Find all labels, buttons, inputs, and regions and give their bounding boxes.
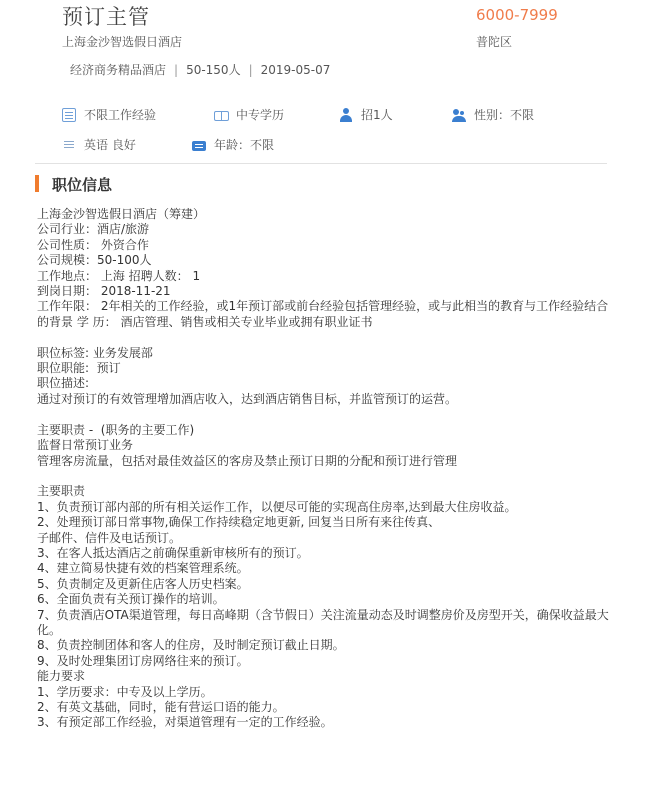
meta-separator: |	[174, 63, 179, 77]
district-label: 普陀区	[476, 35, 513, 49]
description-line: 7、负责酒店OTA渠道管理，每日高峰期（含节假日）关注流量动态及时调整房价及房型开关，确保收益最大化。	[37, 607, 609, 637]
description-line: 8、负责控制团体和客人的住房，及时制定预订截止日期。	[37, 638, 345, 653]
description-line: 3、在客人抵达酒店之前确保重新审核所有的预订。	[37, 545, 309, 560]
condition-age-text: 年龄：不限	[214, 138, 275, 152]
description-line: 公司行业：酒店/旅游	[37, 222, 150, 237]
language-icon	[62, 138, 76, 152]
post-date: 2019-05-07	[260, 63, 331, 77]
description-line: 4、建立简易快捷有效的档案管理系统。	[37, 561, 249, 576]
description-line: 监督日常预订业务	[37, 438, 134, 453]
person-icon	[339, 108, 353, 122]
education-icon	[214, 108, 228, 122]
section-accent-bar	[35, 175, 39, 192]
description-line: 到岗日期： 2018-11-21	[37, 284, 171, 299]
age-icon	[192, 141, 206, 151]
company-size: 50-150人	[186, 63, 241, 77]
description-line: 6、全面负责有关预订操作的培训。	[37, 592, 225, 607]
condition-headcount	[339, 106, 393, 123]
meta-separator: |	[248, 63, 253, 77]
gender-icon	[452, 108, 466, 122]
description-line: 通过对预订的有效管理增加酒店收入，达到酒店销售目标，并监管预订的运营。	[37, 391, 458, 406]
condition-education-text: 中专学历	[236, 108, 285, 122]
description-line: 公司性质： 外资合作	[37, 237, 149, 252]
description-line: 工作地点： 上海 招聘人数： 1	[37, 268, 201, 283]
description-line: 1、学历要求：中专及以上学历。	[37, 684, 213, 699]
description-line	[37, 407, 617, 422]
description-line: 职位描述:	[37, 376, 90, 391]
description-line: 管理客房流量，包括对最佳效益区的客房及禁止预订日期的分配和预订进行管理	[37, 453, 458, 468]
description-line: 公司规模：50-100人	[37, 253, 152, 268]
experience-icon	[62, 108, 76, 122]
company-meta	[70, 61, 330, 78]
condition-education	[214, 106, 284, 123]
description-line: 5、负责制定及更新住店客人历史档案。	[37, 576, 249, 591]
condition-gender	[452, 106, 534, 123]
description-line: 1、负责预订部内部的所有相关运作工作，以便尽可能的实现高住房率,达到最大住房收益。	[37, 499, 517, 514]
description-line	[37, 330, 617, 345]
description-line: 2、处理预订部日常事物,确保工作持续稳定地更新, 回复当日所有来往传真、	[37, 515, 441, 530]
description-line	[37, 469, 617, 484]
description-line: 能力要求	[37, 669, 86, 684]
description-line: 上海金沙智选假日酒店（筹建）	[37, 207, 206, 221]
description-line: 3、有预定部工作经验，对渠道管理有一定的工作经验。	[37, 715, 333, 730]
section-title: 职位信息	[52, 176, 113, 194]
description-line: 9、及时处理集团订房网络往来的预订。	[37, 653, 249, 668]
condition-language	[62, 136, 136, 153]
contact-phone: 6000-7999	[476, 6, 558, 24]
job-description	[37, 207, 617, 731]
description-line: 主要职责 - (职务的主要工作)	[37, 422, 195, 437]
condition-gender-text: 性别：不限	[474, 108, 535, 122]
job-title: 预订主管	[62, 5, 150, 29]
condition-age	[192, 136, 274, 153]
description-line: 2、有英文基础，同时，能有营运口语的能力。	[37, 700, 285, 714]
condition-language-text: 英语 良好	[84, 138, 136, 152]
condition-experience	[62, 106, 156, 123]
description-line: 主要职责	[37, 484, 86, 499]
company-category: 经济商务精品酒店	[70, 63, 167, 77]
condition-headcount-text: 招1人	[361, 108, 393, 122]
company-name[interactable]: 上海金沙智选假日酒店	[62, 35, 183, 49]
description-line: 职位职能: 预订	[37, 361, 121, 376]
description-line: 工作年限： 2年相关的工作经验，或1年预订部或前台经验包括管理经验，或与此相当的教育与工作经验结合的背景 学 历： 酒店管理、销售或相关专业毕业或拥有职业证书	[37, 299, 609, 329]
description-line: 子邮件、信件及电话预订。	[37, 530, 182, 545]
description-line: 职位标签: 业务发展部	[37, 345, 153, 360]
section-divider	[35, 163, 607, 164]
condition-experience-text: 不限工作经验	[84, 108, 157, 122]
